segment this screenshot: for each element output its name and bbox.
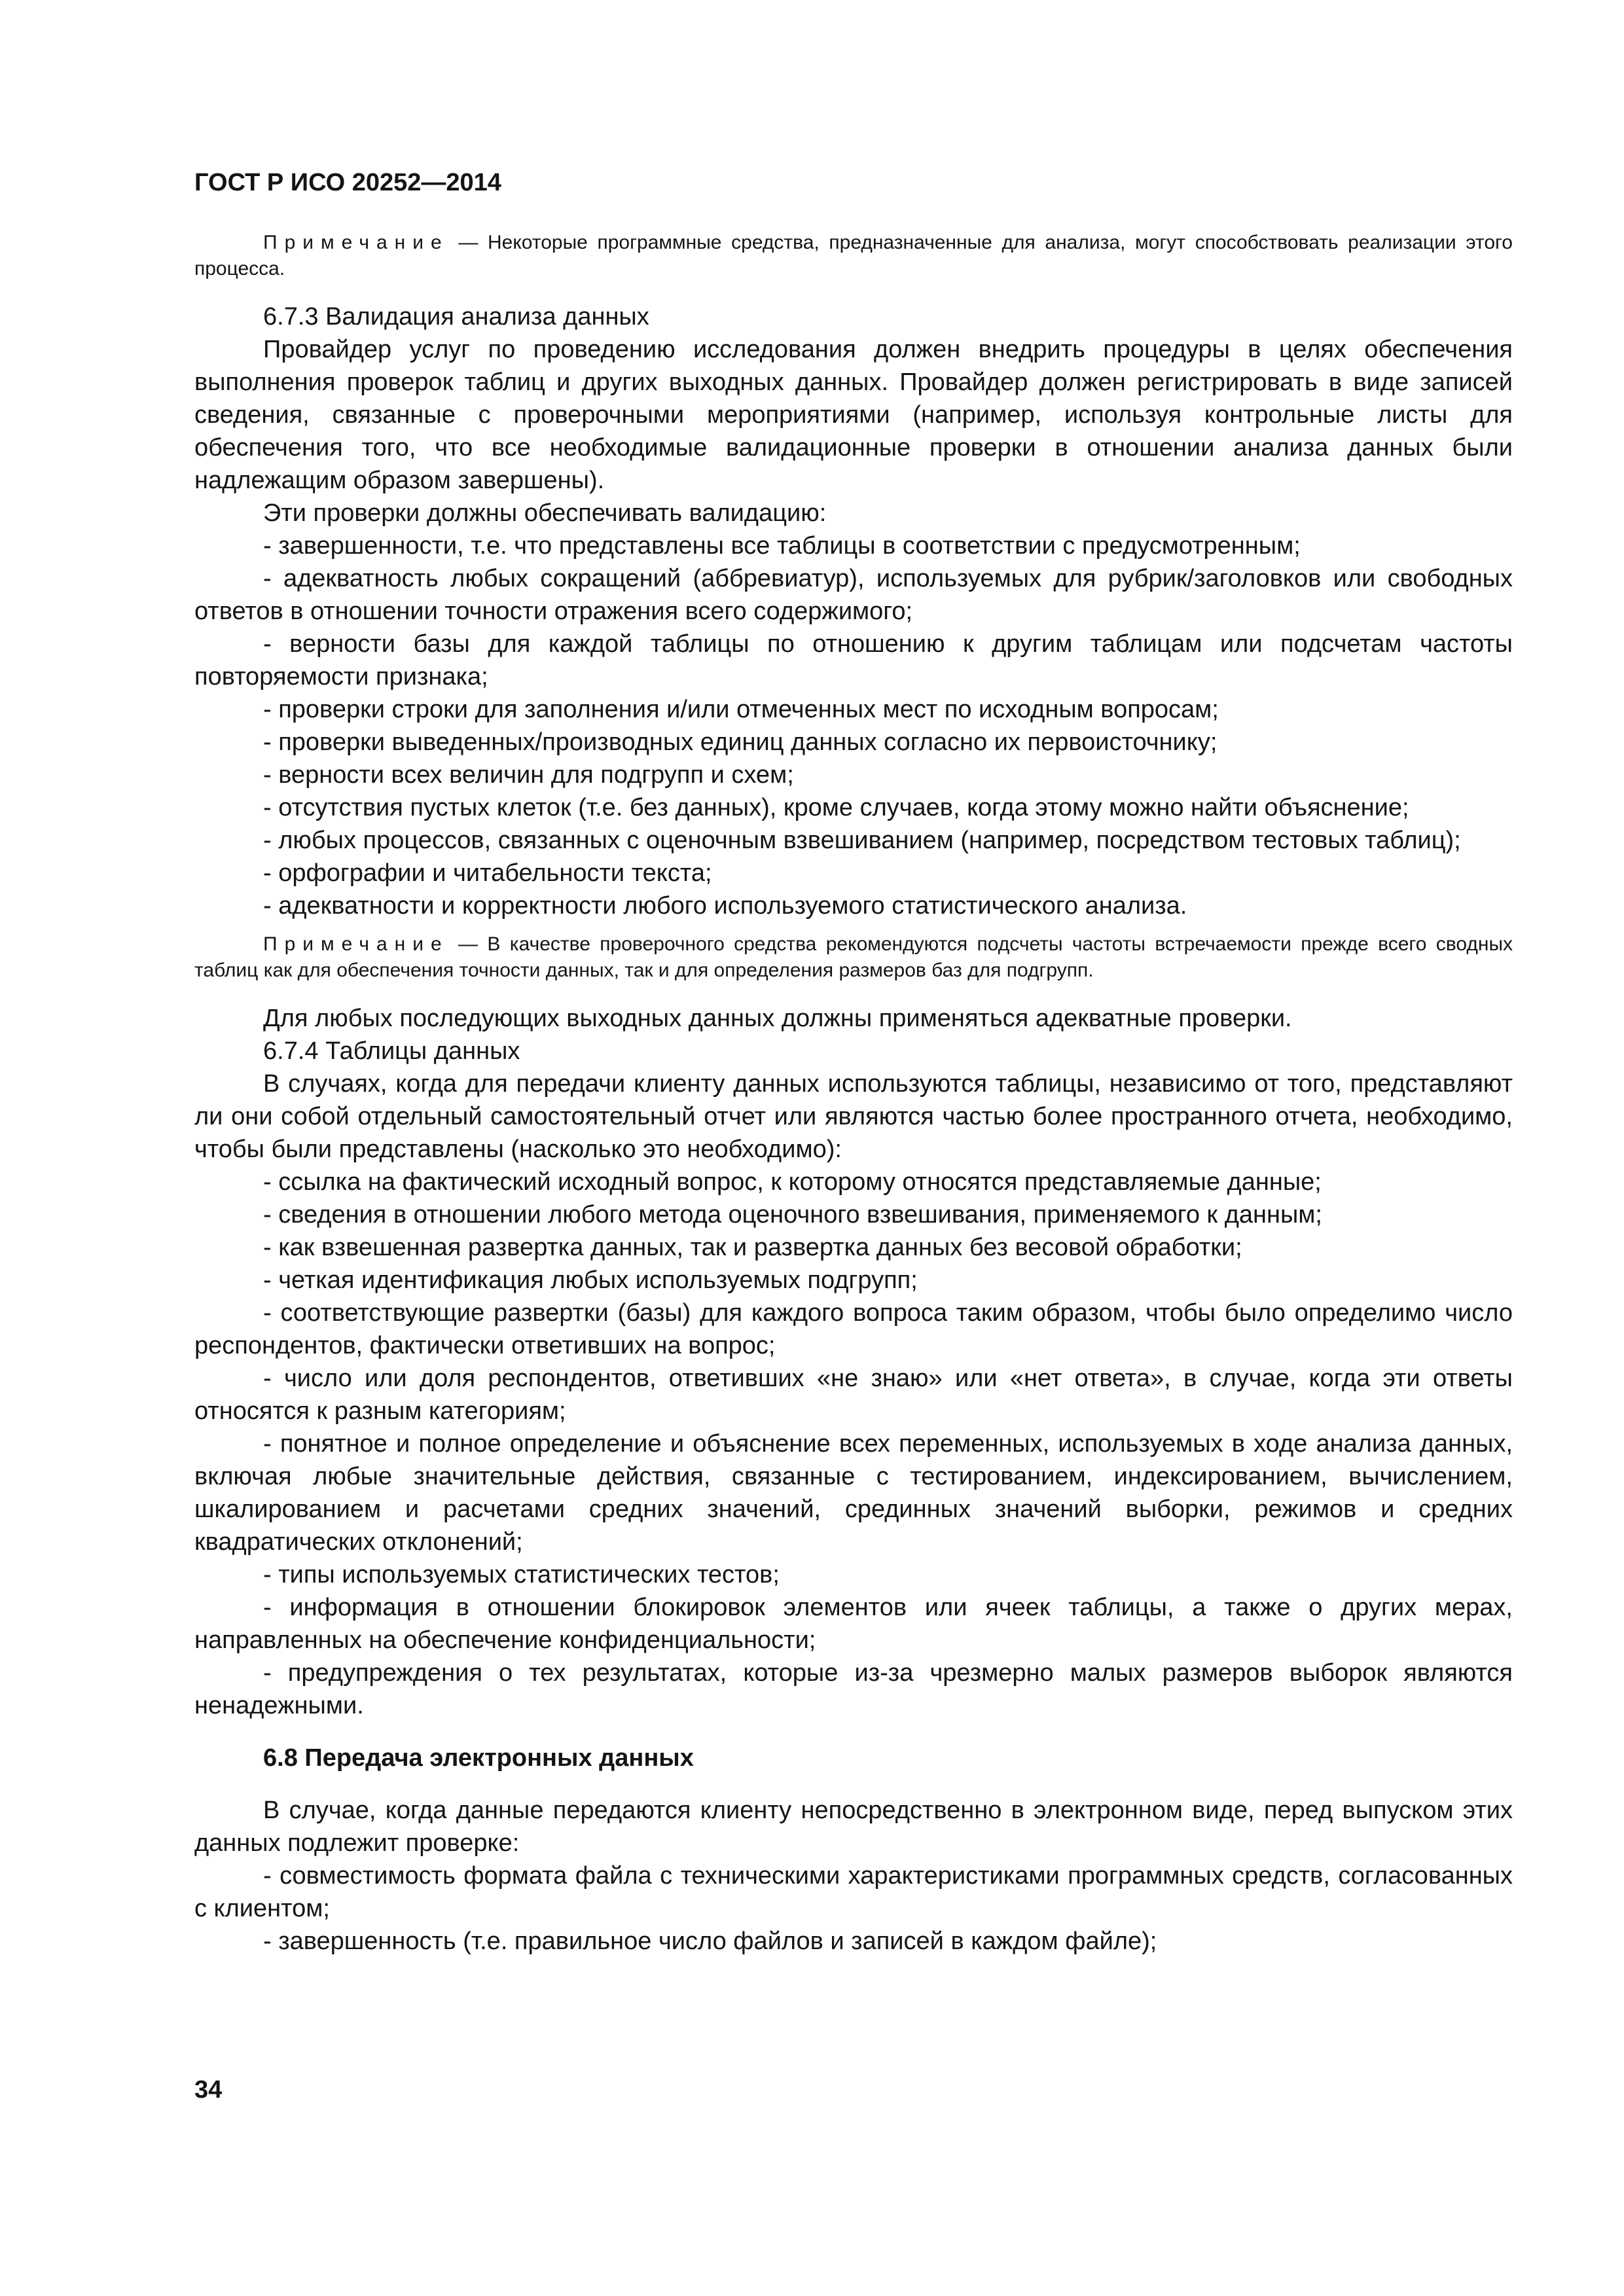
list-item: - предупреждения о тех результатах, которые из-за чрезмерно малых размеров выборок являются ненадежными. — [194, 1659, 1513, 1719]
list-item: - отсутствия пустых клеток (т.е. без данных), кроме случаев, когда этому можно найти объяснение; — [263, 794, 1409, 821]
note-2 — [194, 931, 1513, 984]
paragraph: В случаях, когда для передачи клиенту данных используются таблицы, независимо от того, представляют ли они собой отдельный самостоятельный отчет или являются частью более пространного отчета, необходимо, чтобы были представлены (насколько это необходимо): — [194, 1070, 1513, 1163]
list-item: - орфографии и читабельности текста; — [263, 859, 712, 887]
list-item: - четкая идентификация любых используемых подгрупп; — [263, 1266, 918, 1294]
list-item: - соответствующие развертки (базы) для каждого вопроса таким образом, чтобы было определимо число респондентов, фактически ответивших на вопрос; — [194, 1299, 1513, 1359]
paragraph: Провайдер услуг по проведению исследования должен внедрить процедуры в целях обеспечения выполнения проверок таблиц и других выходных данных. Провайдер должен регистрировать в виде записей сведения, связанные с проверочными мероприятиями (например, используя контрольные листы для обеспечения того, что все необходимые валидационные проверки в отношении анализа данных были надлежащим образом завершены). — [194, 336, 1513, 494]
note-text: Некоторые программные средства, предназначенные для анализа, могут способствовать реализации этого процесса. — [194, 232, 1513, 279]
list-item: - как взвешенная развертка данных, так и развертка данных без весовой обработки; — [263, 1234, 1242, 1261]
section-heading-6-8: 6.8 Передача электронных данных — [263, 1744, 694, 1772]
document-header: ГОСТ Р ИСО 20252—2014 — [194, 169, 501, 196]
paragraph: Эти проверки должны обеспечивать валидацию: — [263, 499, 827, 527]
list-item: - адекватность любых сокращений (аббревиатур), используемых для рубрик/заголовков или свободных ответов в отношении точности отражения всего содержимого; — [194, 565, 1513, 625]
list-item: - проверки строки для заполнения и/или отмеченных мест по исходным вопросам; — [263, 696, 1219, 723]
list-item: - число или доля респондентов, ответивших «не знаю» или «нет ответа», в случае, когда эти ответы относятся к разным категориям; — [194, 1365, 1513, 1425]
note-label: Примечание — [263, 933, 449, 955]
note-dash: — — [448, 232, 488, 253]
list-item: - верности всех величин для подгрупп и схем; — [263, 761, 794, 789]
list-item: - типы используемых статистических тестов; — [263, 1561, 780, 1588]
note-text: В качестве проверочного средства рекомендуются подсчеты частоты встречаемости прежде всего сводных таблиц как для обеспечения точности данных, так и для определения размеров баз для подгрупп. — [194, 933, 1513, 981]
list-item: - верности базы для каждой таблицы по отношению к другим таблицам или подсчетам частоты повторяемости признака; — [194, 630, 1513, 691]
note-label: Примечание — [263, 232, 449, 253]
note-dash: — — [448, 933, 488, 955]
list-item: - совместимость формата файла с техническими характеристиками программных средств, согласованных с клиентом; — [194, 1862, 1513, 1922]
page-number: 34 — [194, 2076, 223, 2104]
list-item: - сведения в отношении любого метода оценочного взвешивания, применяемого к данным; — [263, 1201, 1322, 1229]
list-item: - любых процессов, связанных с оценочным взвешиванием (например, посредством тестовых таблиц); — [263, 827, 1461, 854]
paragraph: Для любых последующих выходных данных должны применяться адекватные проверки. — [263, 1005, 1292, 1032]
list-item: - адекватности и корректности любого используемого статистического анализа. — [263, 892, 1187, 920]
list-item: - завершенность (т.е. правильное число файлов и записей в каждом файле); — [263, 1928, 1157, 1955]
document-page — [194, 167, 1513, 2130]
section-heading-6-7-3: 6.7.3 Валидация анализа данных — [263, 303, 649, 331]
section-heading-6-7-4: 6.7.4 Таблицы данных — [263, 1037, 520, 1065]
list-item: - информация в отношении блокировок элементов или ячеек таблицы, а также о других мерах, направленных на обеспечение конфиденциальности; — [194, 1594, 1513, 1654]
list-item: - ссылка на фактический исходный вопрос, к которому относятся представляемые данные; — [263, 1168, 1322, 1196]
list-item: - понятное и полное определение и объяснение всех переменных, используемых в ходе анализа данных, включая любые значительные действия, связанные с тестированием, индексированием, вычислением, шкалированием и расчетами средних значений, срединных значений выборки, режимов и средних квадратических отклонений; — [194, 1430, 1513, 1556]
paragraph: В случае, когда данные передаются клиенту непосредственно в электронном виде, перед выпуском этих данных подлежит проверке: — [194, 1797, 1513, 1857]
list-item: - проверки выведенных/производных единиц данных согласно их первоисточнику; — [263, 728, 1218, 756]
note-1 — [194, 230, 1513, 282]
list-item: - завершенности, т.е. что представлены все таблицы в соответствии с предусмотренным; — [263, 532, 1301, 560]
